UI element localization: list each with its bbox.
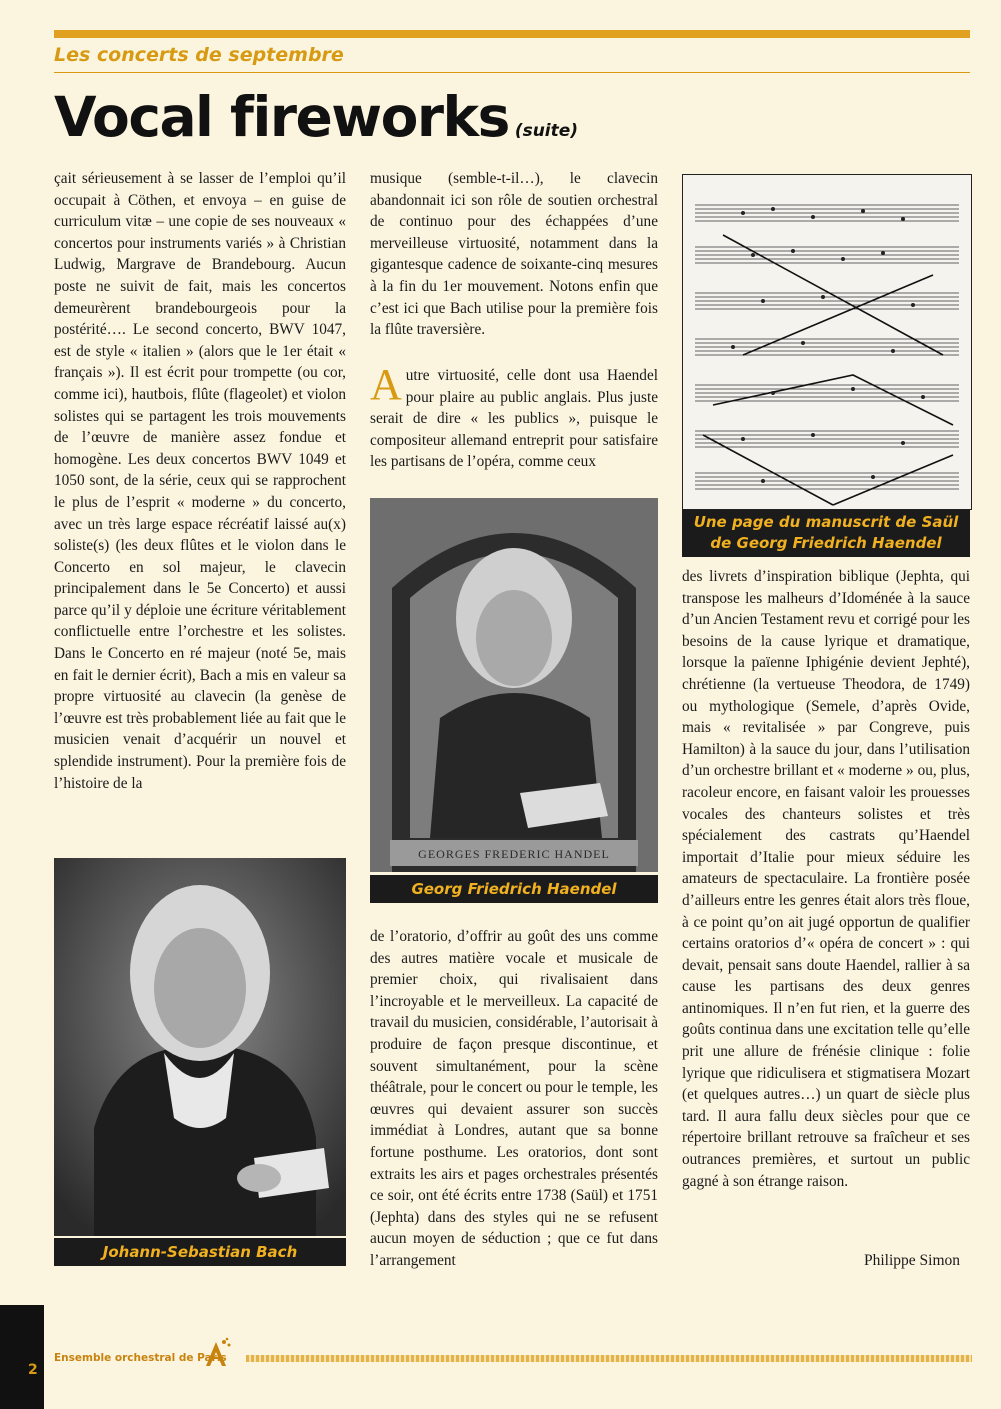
handel-portrait bbox=[370, 498, 658, 872]
publisher-logo-icon bbox=[200, 1336, 234, 1368]
page-number: 2 bbox=[28, 1362, 38, 1378]
page-edge-band bbox=[0, 1305, 44, 1409]
title-suffix: (suite) bbox=[514, 121, 579, 141]
manuscript-image bbox=[682, 174, 972, 510]
column-1-text: çait sérieusement à se lasser de l’emploi qu’il occupait à Cöthen, et envoya – en guise de curriculum vitæ – une copie de ses nouveaux « concertos pour instruments variés » à Christian Ludwig, Margrave de Brandebourg. Aucun poste ne suivit de fait, mais les concertos demeurèrent brandebourgeois pour la postérité…. Le second concerto, BWV 1047, est de style « italien » (alors que le 1er était « français »). Il est écrit pour trompette (ou cor, comme ici), hautbois, flûte (flageolet) et violon solistes qui se partagent les trois mouvements de l’œuvre de manière assez fondue et homogène. Les deux concertos BWV 1049 et 1050 sont, de la série, ceux qui se rapprochent le plus de l’esprit « moderne » du concerto, avec un très large espace récréatif laissé au(x) soliste(s) (les deux flûtes et le violon dans le Concerto en sol majeur, le clavecin principalement dans le 5e Concerto) et aussi parce qu’il y déploie une écriture véritablement conflictuelle entre l’orchestre et les solistes. Dans le Concerto en ré majeur (noté 5e, mais en fait le dernier écrit), Bach a mis en valeur sa propre virtuosité au clavecin (la genèse de l’œuvre est très probablement liée au fait que le musicien venait d’acquérir un nouvel et splendide instrument). Pour la première fois de l’histoire de la bbox=[54, 170, 346, 792]
bach-caption: Johann-Sebastian Bach bbox=[54, 1238, 346, 1266]
author-byline: Philippe Simon bbox=[864, 1252, 961, 1269]
bach-portrait-image bbox=[54, 858, 346, 1236]
bach-portrait bbox=[54, 858, 346, 1236]
top-accent-bar bbox=[54, 30, 970, 38]
portrait-plaque: GEORGES FREDERIC HANDEL bbox=[418, 847, 610, 861]
column-3-text: des livrets d’inspiration biblique (Jephta, qui transpose les malheurs d’Idoménée à la sauce d’un Ancien Testament revu et corrigé pour les besoins de la cause lyrique et dramatique, lorsque la païenne Iphigénie devient Jephté), chrétienne (la vertueuse Theodora, de 1749) ou mythologique (Semele, d’après Ovide, mais « revitalisée » par Congreve, puis Hamilton) à la sauce du jour, dans l’utilisation d’un orchestre brillant et « moderne » ou, plus, racoleur encore, en faisant valoir les prouesses vocales des chanteurs solistes et très spécialement des castrats qu’Haendel importait d’Italie pour mieux séduire les amateurs de spectaculaire. La frontière posée d’ailleurs entre les genres était alors très floue, à ce point qu’on ait jugé opportun de qualifier certains oratorios d’« opéra de concert » : qui devait, pensait sans doute Haendel, rallier à sa cause les partisans des deux genres antinomiques. Il n’en fut rien, et la guerre des goûts continua dans une excitation telle qu’elle prit une allure de frénésie clinique : folie lyrique que ridiculisera et stigmatisera Mozart (et quelques autres…) un quart de siècle plus tard. Il aura fallu deux siècles pour que ce répertoire brillant retrouve sa fraîcheur et ses outrances premières, et surtout un public gagné à son étrange raison. bbox=[682, 568, 971, 1190]
section-label: Les concerts de septembre bbox=[54, 44, 344, 66]
column-2-top-text: musique (semble-t-il…), le clavecin abandonnait ici son rôle de soutien orchestral de continuo pour des échappées d’une merveilleuse virtuosité, notamment dans la gigantesque cadence de soixante-cinq mesures à la fin du 1er mouvement. Notons enfin que c’est ici que Bach utilise pour la première fois la flûte traversière. bbox=[370, 170, 658, 339]
handel-caption: Georg Friedrich Haendel bbox=[370, 875, 658, 903]
column-2-middle bbox=[370, 360, 658, 473]
manuscript-caption: Une page du manuscrit de Saül de Georg Friedrich Haendel bbox=[682, 510, 970, 557]
header-rule bbox=[54, 72, 970, 73]
column-2-top bbox=[370, 168, 658, 341]
manuscript-image-drawing bbox=[683, 175, 971, 509]
footer-decorative-bar bbox=[246, 1355, 972, 1362]
page-title bbox=[54, 84, 578, 164]
column-2-bottom-text: de l’oratorio, d’offrir au goût des uns comme des autres matière vocale et musicale de premier choix, qui rivalisaient dans l’incroyable et le merveilleux. La capacité de travail du musicien, considérable, l’autorisait à produire de façon presque discontinue, et souvent simultanément, pour la scène théâtrale, pour le concert ou pour le temple, les œuvres qui devaient assurer son succès immédiat à Londres, autant que sa bonne fortune posthume. Les oratorios, dont sont extraits les airs et pages orchestrales présentés ce soir, ont été écrits entre 1738 (Saül) et 1751 (Jephta) dans des styles qui ne se refusent aucun moyen de séduction ; que ce fut dans l’arrangement bbox=[370, 928, 658, 1269]
column-3 bbox=[682, 566, 970, 1192]
publisher-name: Ensemble orchestral de Paris bbox=[54, 1352, 227, 1364]
drop-cap: A bbox=[370, 360, 402, 409]
handel-portrait-image bbox=[370, 498, 658, 872]
title-text: Vocal fireworks bbox=[54, 85, 509, 149]
column-1 bbox=[54, 168, 346, 794]
column-2-bottom bbox=[370, 926, 658, 1272]
column-2-middle-text: utre virtuosité, celle dont usa Haendel pour plaire au public anglais. Plus juste serait de dire « les publics », puisque le compositeur allemand entreprit pour satisfaire les partisans de l’opéra, comme ceux bbox=[370, 367, 658, 471]
column-2-middle-paragraph bbox=[370, 360, 658, 473]
